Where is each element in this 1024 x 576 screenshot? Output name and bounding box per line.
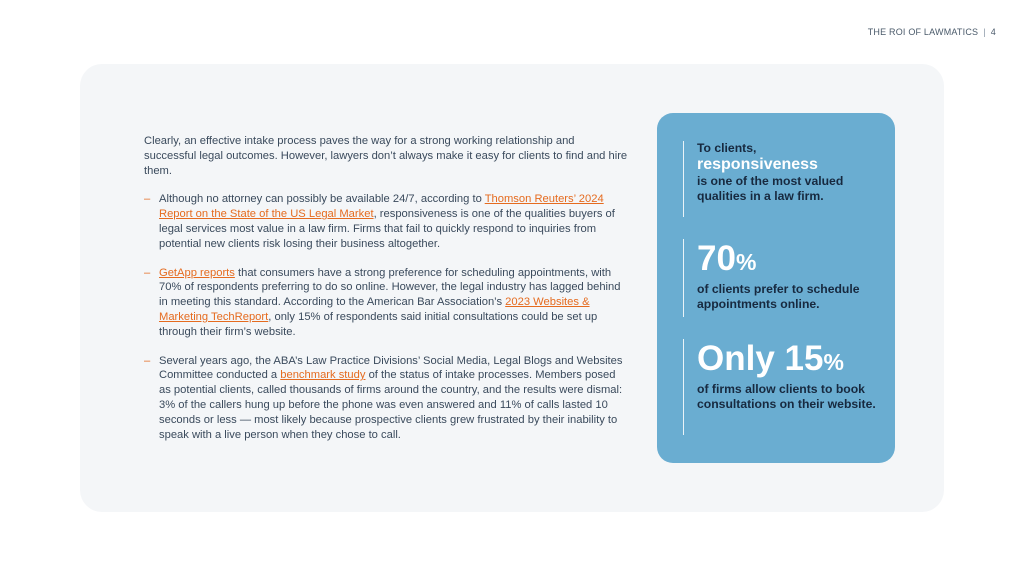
- stat-online-booking: [683, 339, 881, 435]
- stat-unit: %: [735, 249, 757, 275]
- dash-icon: –: [144, 354, 151, 367]
- content-card: [80, 64, 944, 512]
- stat-responsiveness: [683, 141, 877, 217]
- link-thomson-reuters-report[interactable]: Thomson Reuters’ 2024 Report on the State of the US Legal Market: [159, 193, 604, 221]
- page-number: 4: [990, 27, 996, 37]
- dash-icon: –: [144, 193, 151, 206]
- stat-emphasis: responsiveness: [697, 156, 818, 173]
- dash-icon: –: [144, 266, 151, 279]
- link-benchmark-study[interactable]: benchmark study: [280, 369, 366, 382]
- bullet-item-benchmark: [144, 354, 628, 443]
- bullet-text: Several years ago, the ABA’s Law Practice Divisions’ Social Media, Legal Blogs and Websites Committee conducted a: [159, 354, 623, 382]
- stat-description: of firms allow clients to book consultations on their website.: [697, 382, 876, 411]
- bullet-item-scheduling: [144, 266, 628, 340]
- bullet-text: that consumers have a strong preference for scheduling appointments, with 70% of respondents preferring to do so online. However, the legal industry has lagged behind in meeting this standard. According to the American Bar Association’s: [159, 266, 621, 309]
- body-text: [144, 134, 628, 456]
- stats-panel: [657, 113, 895, 463]
- stat-value: [697, 239, 881, 282]
- bullet-item-responsiveness: [144, 192, 628, 251]
- running-header: [868, 27, 996, 37]
- running-title: THE ROI OF LAWMATICS: [867, 27, 979, 37]
- stat-unit: %: [823, 349, 844, 375]
- stat-value: [697, 339, 881, 382]
- header-separator: |: [983, 27, 986, 37]
- bullet-text: , responsiveness is one of the qualities buyers of legal services most value in a law firm. Firms that fail to quickly respond to inquiries from potential new clients risk losing their business altogether.: [159, 208, 615, 250]
- bullet-text: , only 15% of respondents said initial consultations could be set up through their firm’s website.: [159, 310, 598, 338]
- stat-online-scheduling: [683, 239, 881, 317]
- bullet-text: Although no attorney can possibly be available 24/7, according to: [159, 193, 485, 206]
- intro-paragraph: Clearly, an effective intake process paves the way for a strong working relationship and successful legal outcomes. However, lawyers don’t always make it easy for clients to find and hire them.: [144, 135, 628, 177]
- bullet-list: [144, 192, 628, 442]
- stat-description: is one of the most valued qualities in a law firm.: [697, 174, 844, 203]
- link-getapp-reports[interactable]: GetApp reports: [159, 266, 235, 279]
- stat-number: 70: [697, 239, 736, 278]
- stat-number: Only 15: [697, 339, 824, 378]
- stat-lead: To clients,: [697, 141, 757, 155]
- bullet-text: of the status of intake processes. Members posed as potential clients, called thousands of firms around the country, and the results were dismal: 3% of the callers hung up before the phone was even answered and 11% of calls lasted 10 seconds or less — most likely because prospective clients grew frustrated by their inability to speak with a live person when they chose to call.: [159, 369, 623, 441]
- stat-description: of clients prefer to schedule appointments online.: [697, 282, 860, 311]
- link-aba-techreport[interactable]: 2023 Websites & Marketing TechReport: [159, 296, 590, 323]
